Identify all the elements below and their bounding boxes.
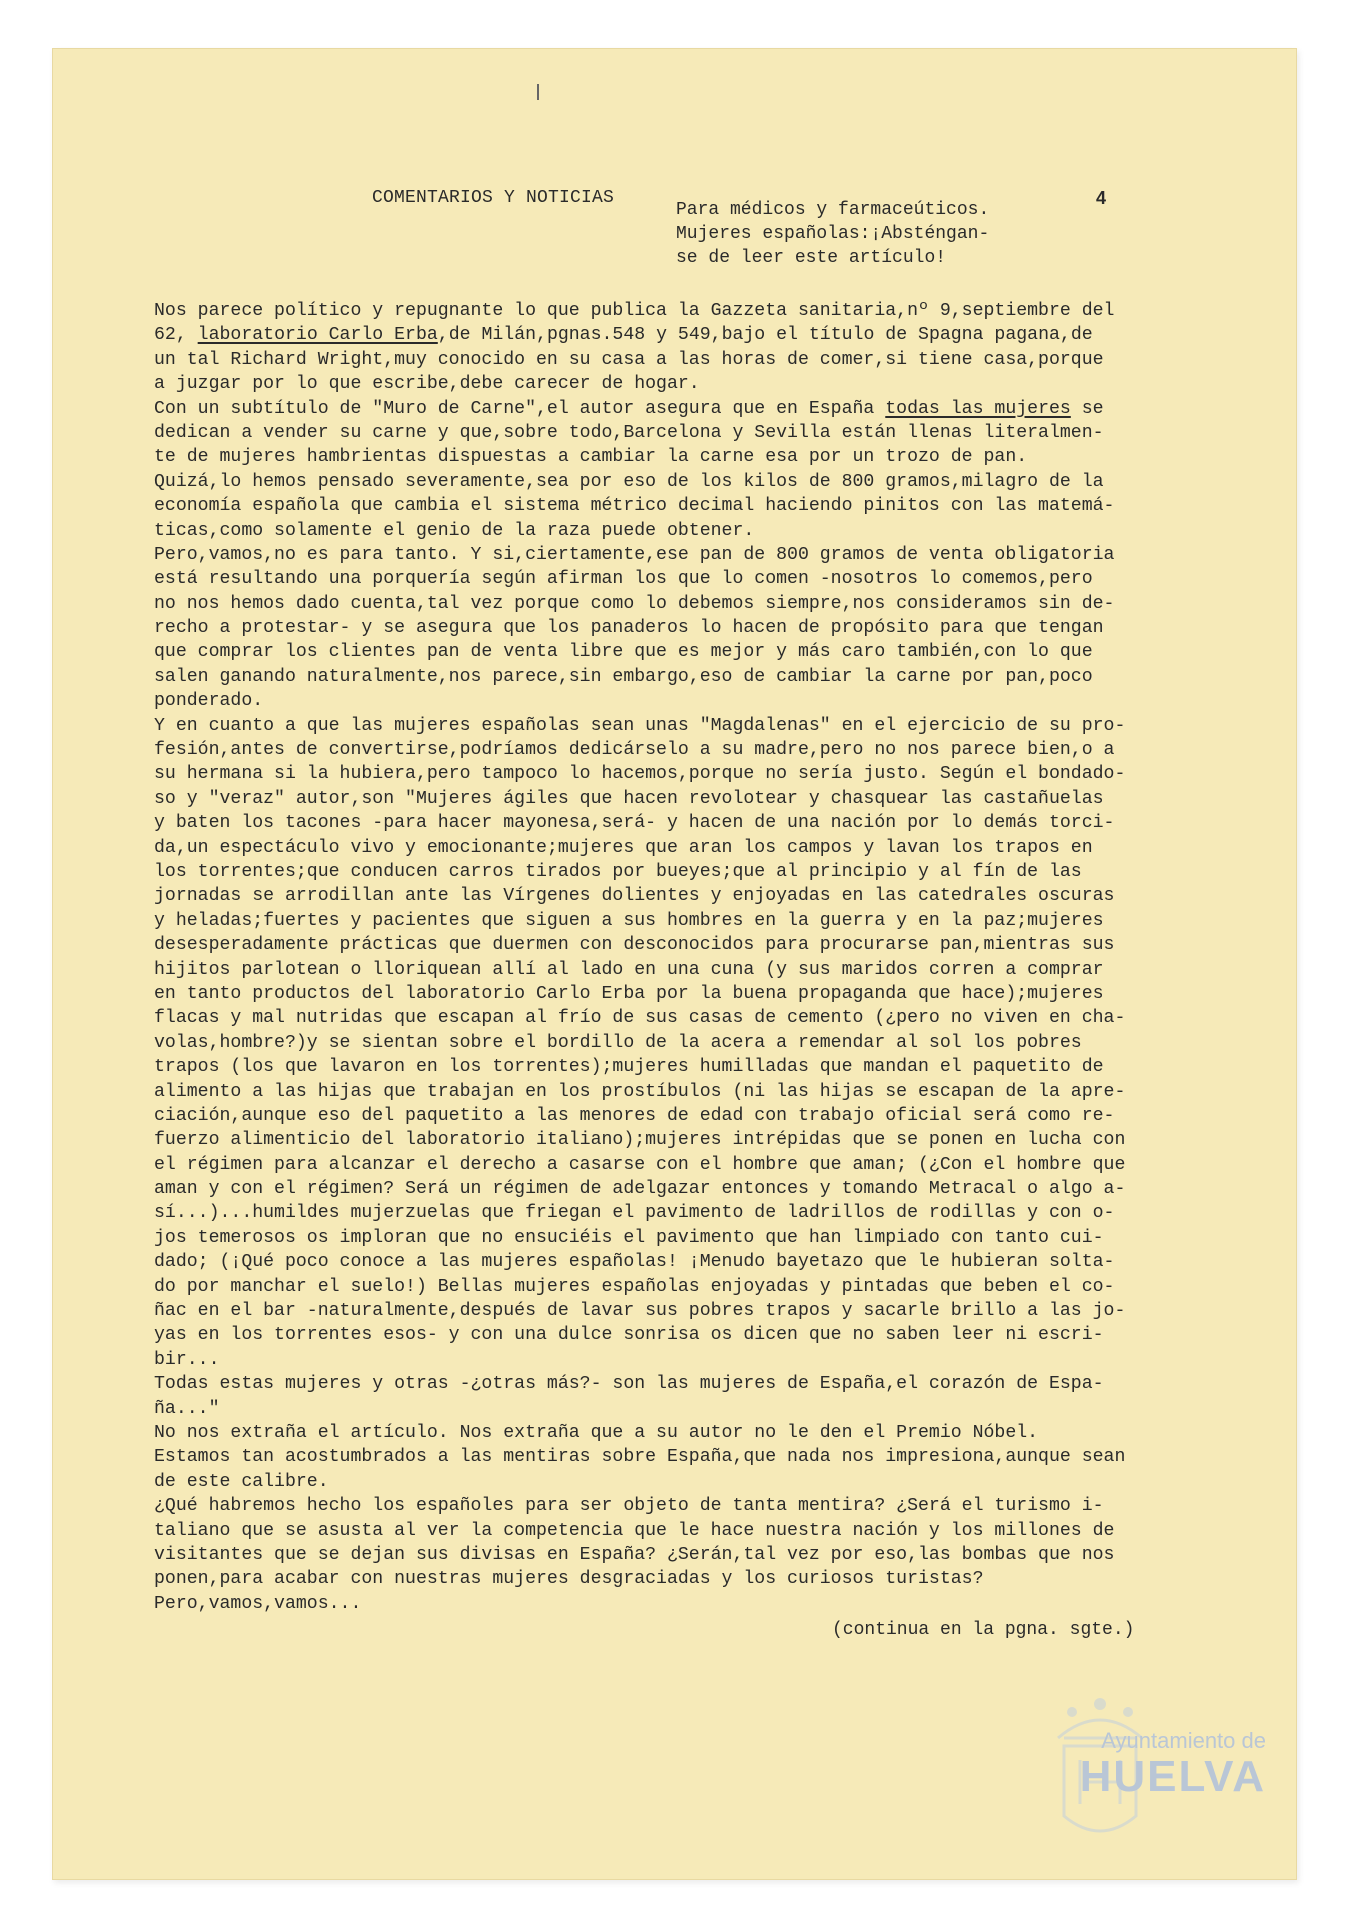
text-line: volas,hombre?)y se sientan sobre el bordillo de la acera a remendar al sol los pobres (154, 1032, 1082, 1053)
underlined-text: todas las mujeres (885, 398, 1071, 419)
text-line (154, 397, 1254, 421)
text-line: Pero,vamos,no es para tanto. Y si,ciertamente,ese pan de 800 gramos de venta obligatoria (154, 544, 1115, 565)
text-line: flacas y mal nutridas que escapan al frío de sus casas de cemento (¿pero no viven en cha- (154, 1008, 1126, 1029)
text-line: aman y con el régimen? Será un régimen de adelgazar entonces y tomando Metracal o algo a- (154, 1179, 1126, 1200)
text-line: jos temerosos os imploran que no ensuciéis el pavimento que han limpiado con tanto cui- (154, 1227, 1104, 1248)
watermark-line: Ayuntamiento de (1101, 1728, 1266, 1753)
page-number: 4 (1096, 188, 1107, 208)
text-line: hijitos parlotean o lloriquean allí al lado en una cuna (y sus maridos corren a comprar (154, 959, 1104, 980)
text-line: Quizá,lo hemos pensado severamente,sea por eso de los kilos de 800 gramos,milagro de la (154, 471, 1104, 492)
text-line: Estamos tan acostumbrados a las mentiras sobre España,que nada nos impresiona,aunque sean (154, 1447, 1126, 1468)
document-page (52, 48, 1297, 1880)
text-line: fuerzo alimenticio del laboratorio italiano);mujeres intrépidas que se ponen en lucha con (154, 1130, 1126, 1151)
text-line: jornadas se arrodillan ante las Vírgenes dolientes y enjoyadas en las catedrales oscuras (154, 886, 1115, 907)
text-line: do por manchar el suelo!) Bellas mujeres españolas enjoyadas y pintadas que beben el co- (154, 1276, 1115, 1297)
text-line: Todas estas mujeres y otras -¿otras más?- son las mujeres de España,el corazón de Espa- (154, 1374, 1104, 1395)
article-subtitle (676, 198, 1036, 270)
text-line: desesperadamente prácticas que duermen con desconocidos para procurarse pan,mientras sus (154, 935, 1115, 956)
text-line: Y en cuanto a que las mujeres españolas sean unas "Magdalenas" en el ejercicio de su pro- (154, 715, 1126, 736)
text-line: trapos (los que lavaron en los torrentes);mujeres humilladas que mandan el paquetito de (154, 1057, 1104, 1078)
text-line: y baten los tacones -para hacer mayonesa,será- y hacen de una nación por lo demás torci- (154, 813, 1115, 834)
text-line: ciación,aunque eso del paquetito a las menores de edad con trabajo oficial será como re- (154, 1105, 1115, 1126)
text-line: está resultando una porquería según afirman los que lo comen -nosotros lo comemos,pero (154, 569, 1093, 590)
text-line: sí...)...humildes mujerzuelas que friegan el pavimento de ladrillos de rodillas y con o- (154, 1203, 1115, 1224)
subtitle-line: Para médicos y farmaceúticos. (676, 200, 990, 220)
article-body (154, 299, 1254, 1616)
text-line: bir... (154, 1349, 220, 1370)
text-line: que comprar los clientes pan de venta libre que es mejor y más caro también,con lo que (154, 642, 1093, 663)
text-line: ticas,como solamente el genio de la raza puede obtener. (154, 520, 755, 541)
text-line: te de mujeres hambrientas dispuestas a cambiar la carne esa por un trozo de pan. (154, 447, 1028, 468)
text-segment: 62, (154, 325, 198, 346)
text-line: su hermana si la hubiera,pero tampoco lo hacemos,porque no sería justo. Según el bondado- (154, 764, 1126, 785)
text-line: no nos hemos dado cuenta,tal vez porque como lo debemos siempre,nos consideramos sin de- (154, 593, 1115, 614)
text-line: de este calibre. (154, 1471, 329, 1492)
text-line: visitantes que se dejan sus divisas en España? ¿Serán,tal vez por eso,las bombas que nos (154, 1544, 1115, 1565)
text-line: Pero,vamos,vamos... (154, 1593, 362, 1614)
text-line: recho a protestar- y se asegura que los panaderos lo hacen de propósito para que tengan (154, 618, 1104, 639)
subtitle-line: se de leer este artículo! (676, 248, 947, 268)
text-line: los torrentes;que conducen carros tirados por bueyes;que al principio y al fín de las (154, 861, 1082, 882)
watermark-line: HUELVA (1079, 1752, 1266, 1801)
text-line: ñac en el bar -naturalmente,después de lavar sus pobres trapos y sacarle brillo a las jo- (154, 1301, 1126, 1322)
text-line: alimento a las hijas que trabajan en los prostíbulos (ni las hijas se escapan de la apre- (154, 1081, 1126, 1102)
text-segment: se (1070, 398, 1104, 419)
text-segment: Con un subtítulo de "Muro de Carne",el autor asegura que en España (154, 398, 886, 419)
text-line: ¿Qué habremos hecho los españoles para ser objeto de tanta mentira? ¿Será el turismo i- (154, 1496, 1104, 1517)
text-line: Nos parece político y repugnante lo que publica la Gazzeta sanitaria,nº 9,septiembre del (154, 301, 1115, 321)
text-line: un tal Richard Wright,muy conocido en su casa a las horas de comer,si tiene casa,porque (154, 349, 1104, 370)
continued-note: (continua en la pgna. sgte.) (832, 1620, 1135, 1640)
text-line (154, 323, 1254, 347)
text-line: fesión,antes de convertirse,podríamos dedicárselo a su madre,pero no nos parece bien,o a (154, 740, 1115, 761)
text-line: dado; (¡Qué poco conoce a las mujeres españolas! ¡Menudo bayetazo que le hubieran solta- (154, 1252, 1115, 1273)
text-line: salen ganando naturalmente,nos parece,sin embargo,eso de cambiar la carne por pan,poco (154, 666, 1093, 687)
pencil-mark (537, 84, 539, 100)
text-line: da,un espectáculo vivo y emocionante;mujeres que aran los campos y lavan los trapos en (154, 837, 1093, 858)
text-line: taliano que se asusta al ver la competencia que le hace nuestra nación y los millones de (154, 1520, 1115, 1541)
text-line: so y "veraz" autor,son "Mujeres ágiles que hacen revolotear y chasquear las castañuelas (154, 788, 1104, 809)
subtitle-line: Mujeres españolas:¡Absténgan- (676, 224, 990, 244)
underlined-text: laboratorio Carlo Erba (197, 325, 438, 346)
text-line: dedican a vender su carne y que,sobre todo,Barcelona y Sevilla están llenas literalmen- (154, 422, 1104, 443)
text-line: ña..." (154, 1398, 220, 1419)
text-line: y heladas;fuertes y pacientes que siguen a sus hombres en la guerra y en la paz;mujeres (154, 910, 1104, 931)
section-title: COMENTARIOS Y NOTICIAS (372, 188, 615, 208)
text-line: ponen,para acabar con nuestras mujeres desgraciadas y los curiosos turistas? (154, 1569, 984, 1590)
text-line: economía española que cambia el sistema métrico decimal haciendo pinitos con las matemá- (154, 496, 1115, 517)
text-line: ponderado. (154, 691, 264, 712)
text-line: el régimen para alcanzar el derecho a casarse con el hombre que aman; (¿Con el hombre que (154, 1154, 1126, 1175)
text-segment: ,de Milán,pgnas.548 y 549,bajo el título de Spagna pagana,de (437, 325, 1093, 346)
text-line: en tanto productos del laboratorio Carlo Erba por la buena propaganda que hace);mujeres (154, 983, 1104, 1004)
text-line: a juzgar por lo que escribe,debe carecer de hogar. (154, 374, 700, 395)
text-line: No nos extraña el artículo. Nos extraña que a su autor no le den el Premio Nóbel. (154, 1422, 1039, 1443)
text-line: yas en los torrentes esos- y con una dulce sonrisa os dicen que no saben leer ni escri- (154, 1325, 1104, 1346)
